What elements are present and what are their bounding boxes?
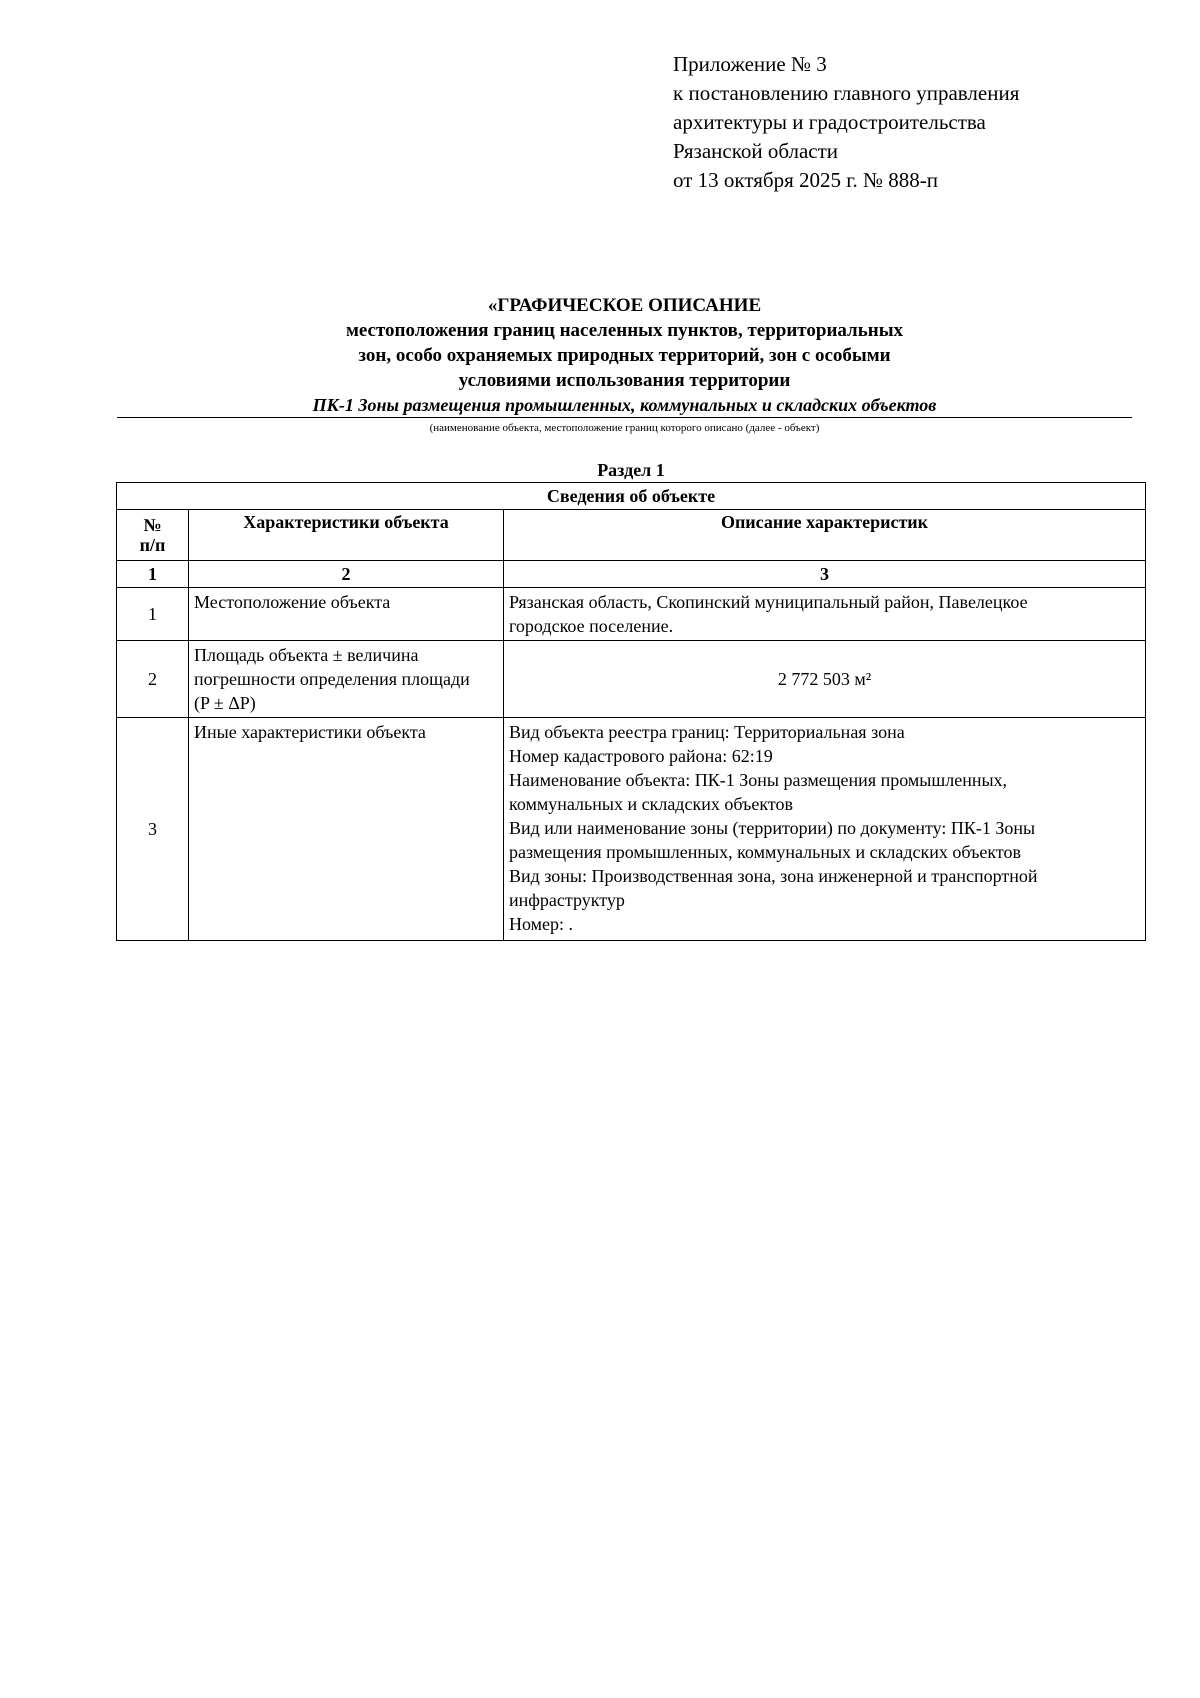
table-row (117, 588, 1146, 641)
row-num: 2 (117, 641, 189, 718)
appendix-line: от 13 октября 2025 г. № 888-п (673, 168, 938, 192)
description-line: городское поселение. (509, 616, 674, 636)
subtitle-line: зон, особо охраняемых природных территорий, зон с особыми (358, 345, 891, 366)
object-info-table (116, 482, 1146, 941)
description-line: инфраструктур (509, 890, 625, 910)
appendix-note (673, 50, 1019, 195)
row-characteristic: Иные характеристики объекта (189, 718, 504, 941)
column-index-row (117, 561, 1146, 588)
description-line: Вид зоны: Производственная зона, зона инженерной и транспортной (509, 866, 1038, 886)
appendix-line: архитектуры и градостроительства (673, 110, 986, 134)
appendix-line: Рязанской области (673, 139, 839, 163)
document-title-block (117, 293, 1132, 436)
column-index: 2 (189, 561, 504, 588)
table-row (117, 641, 1146, 718)
column-index: 1 (117, 561, 189, 588)
description-line: Рязанская область, Скопинский муниципальный район, Павелецкое (509, 592, 1028, 612)
row-description-area: 2 772 503 м² (504, 641, 1146, 718)
appendix-line: Приложение № 3 (673, 52, 827, 76)
subtitle-line: условиями использования территории (458, 370, 791, 391)
characteristic-line: Площадь объекта ± величина (194, 645, 419, 665)
appendix-line: к постановлению главного управления (673, 81, 1020, 105)
table-row (117, 718, 1146, 941)
row-description (504, 718, 1146, 941)
header-num: № п/п (117, 510, 189, 561)
document-title: «ГРАФИЧЕСКОЕ ОПИСАНИЕ (487, 295, 762, 316)
document-subtitle (117, 318, 1132, 393)
description-line: размещения промышленных, коммунальных и складских объектов (509, 842, 1022, 862)
description-line: Вид или наименование зоны (территории) по документу: ПК-1 Зоны (509, 818, 1036, 838)
description-line: коммунальных и складских объектов (509, 794, 793, 814)
table-header-row (117, 510, 1146, 561)
description-line: Номер кадастрового района: 62:19 (509, 746, 773, 766)
row-num: 1 (117, 588, 189, 641)
table-caption-row (117, 483, 1146, 510)
description-line: Наименование объекта: ПК-1 Зоны размещения промышленных, (509, 770, 1008, 790)
column-index: 3 (504, 561, 1146, 588)
row-num: 3 (117, 718, 189, 941)
object-name-caption: (наименование объекта, местоположение границ которого описано (далее - объект) (429, 422, 820, 434)
section-title: Раздел 1 (597, 460, 665, 480)
header-description: Описание характеристик (504, 510, 1146, 561)
object-name: ПК-1 Зоны размещения промышленных, коммунальных и складских объектов (117, 394, 1132, 418)
row-characteristic: Местоположение объекта (189, 588, 504, 641)
header-characteristic: Характеристики объекта (189, 510, 504, 561)
characteristic-line: (P ± ΔP) (194, 693, 256, 713)
table-caption: Сведения об объекте (117, 483, 1146, 510)
characteristic-line: погрешности определения площади (194, 669, 470, 689)
subtitle-line: местоположения границ населенных пунктов, территориальных (345, 320, 904, 341)
row-characteristic (189, 641, 504, 718)
description-line: Номер: . (509, 914, 574, 934)
description-line: Вид объекта реестра границ: Территориальная зона (509, 722, 905, 742)
row-description (504, 588, 1146, 641)
